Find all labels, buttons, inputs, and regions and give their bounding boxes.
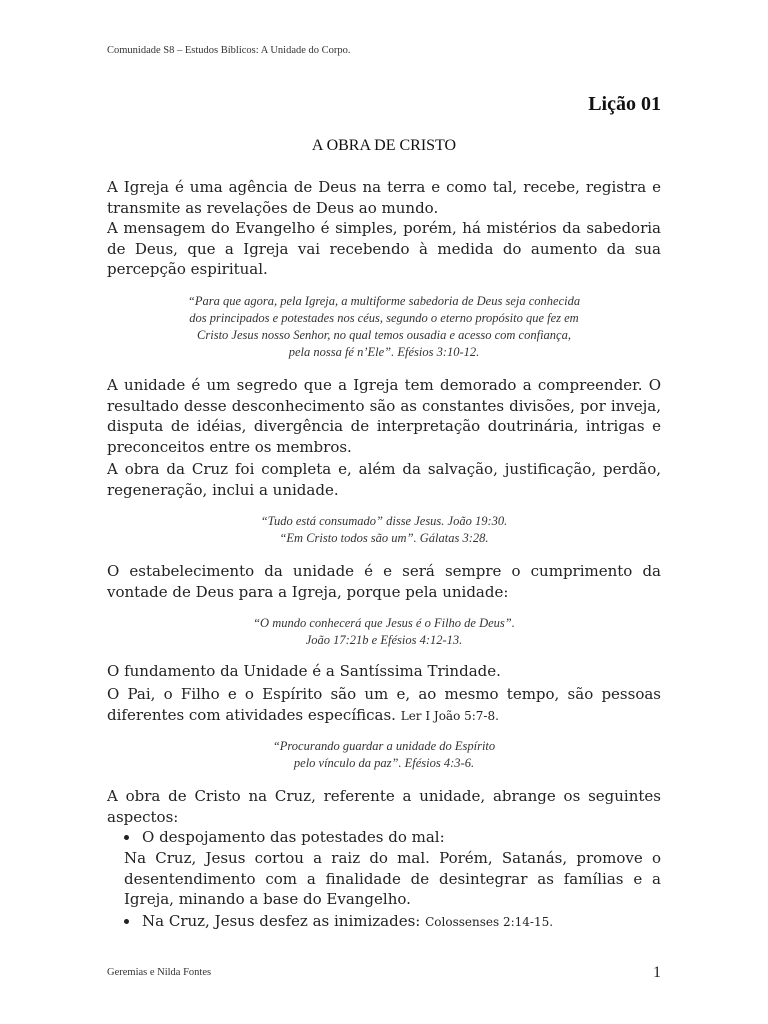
page-number: 1 [653,964,661,981]
quote-line: Cristo Jesus nosso Senhor, no qual temos ousadia e acesso com confiança, [197,328,571,342]
running-header: Comunidade S8 – Estudos Bíblicos: A Unidade do Corpo. [107,45,351,56]
bullet-icon [124,835,129,840]
paragraph-raiz-do-mal: Na Cruz, Jesus cortou a raiz do mal. Porém, Satanás, promove o desentendimento com a finalidade de desintegrar as famílias e a Igreja, minando a base do Evangelho. [124,849,661,908]
scripture-reference: Ler I João 5:7-8. [400,708,499,723]
quote-joao-17 [150,615,618,649]
paragraph-text: O Pai, o Filho e o Espírito são um e, ao mesmo tempo, são pessoas diferentes com atividades específicas. [107,685,661,724]
quote-line: “Em Cristo todos são um”. Gálatas 3:28. [279,531,489,545]
quote-line: pela nossa fé n’Ele”. Efésios 3:10-12. [288,345,480,359]
quote-line: “Procurando guardar a unidade do Espírito [272,739,496,753]
lesson-number: Lição 01 [588,93,661,115]
quote-joao-19 [150,513,618,547]
quote-efesios-4 [150,738,618,772]
paragraph-fundamento-trindade: O fundamento da Unidade é a Santíssima Trindade. [107,662,501,680]
page-title: A OBRA DE CRISTO [311,137,457,154]
footer-authors: Geremias e Nilda Fontes [107,967,212,978]
quote-line: dos principados e potestades nos céus, segundo o eterno propósito que fez em [189,311,579,325]
paragraph-mensagem-evangelho: A mensagem do Evangelho é simples, porém, há mistérios da sabedoria de Deus, que a Igreja vai recebendo à medida do aumento da sua percepção espiritual. [107,219,661,278]
quote-line: “O mundo conhecerá que Jesus é o Filho de Deus”. [253,616,515,630]
quote-line: “Para que agora, pela Igreja, a multiforme sabedoria de Deus seja conhecida [187,294,581,308]
paragraph-estabelecimento-unidade: O estabelecimento da unidade é e será sempre o cumprimento da vontade de Deus para a Igreja, porque pela unidade: [107,562,661,601]
quote-line: João 17:21b e Efésios 4:12-13. [305,633,463,647]
bullet-icon [124,919,129,924]
paragraph-obra-cruz: A obra da Cruz foi completa e, além da salvação, justificação, perdão, regeneração, inclui a unidade. [107,460,661,499]
paragraph-igreja-agencia: A Igreja é uma agência de Deus na terra e como tal, recebe, registra e transmite as revelações de Deus ao mundo. [107,178,661,217]
paragraph-aspectos: A obra de Cristo na Cruz, referente a unidade, abrange os seguintes aspectos: [107,787,661,826]
paragraph-pai-filho-espirito [107,684,661,726]
quote-line: pelo vínculo da paz”. Efésios 4:3-6. [293,756,475,770]
list-item-text [142,911,553,933]
quote-line: “Tudo está consumado” disse Jesus. João 19:30. [260,514,508,528]
list-item-text: O despojamento das potestades do mal: [142,828,445,846]
list-item-main: Na Cruz, Jesus desfez as inimizades: [142,912,421,930]
quote-efesios-3 [150,293,618,361]
scripture-reference: Colossenses 2:14-15. [425,915,554,929]
paragraph-unidade-segredo: A unidade é um segredo que a Igreja tem demorado a compreender. O resultado desse desconhecimento são as constantes divisões, por inveja, disputa de idéias, divergência de interpretação doutrinária, intrigas e preconceitos entre os membros. [107,376,661,456]
